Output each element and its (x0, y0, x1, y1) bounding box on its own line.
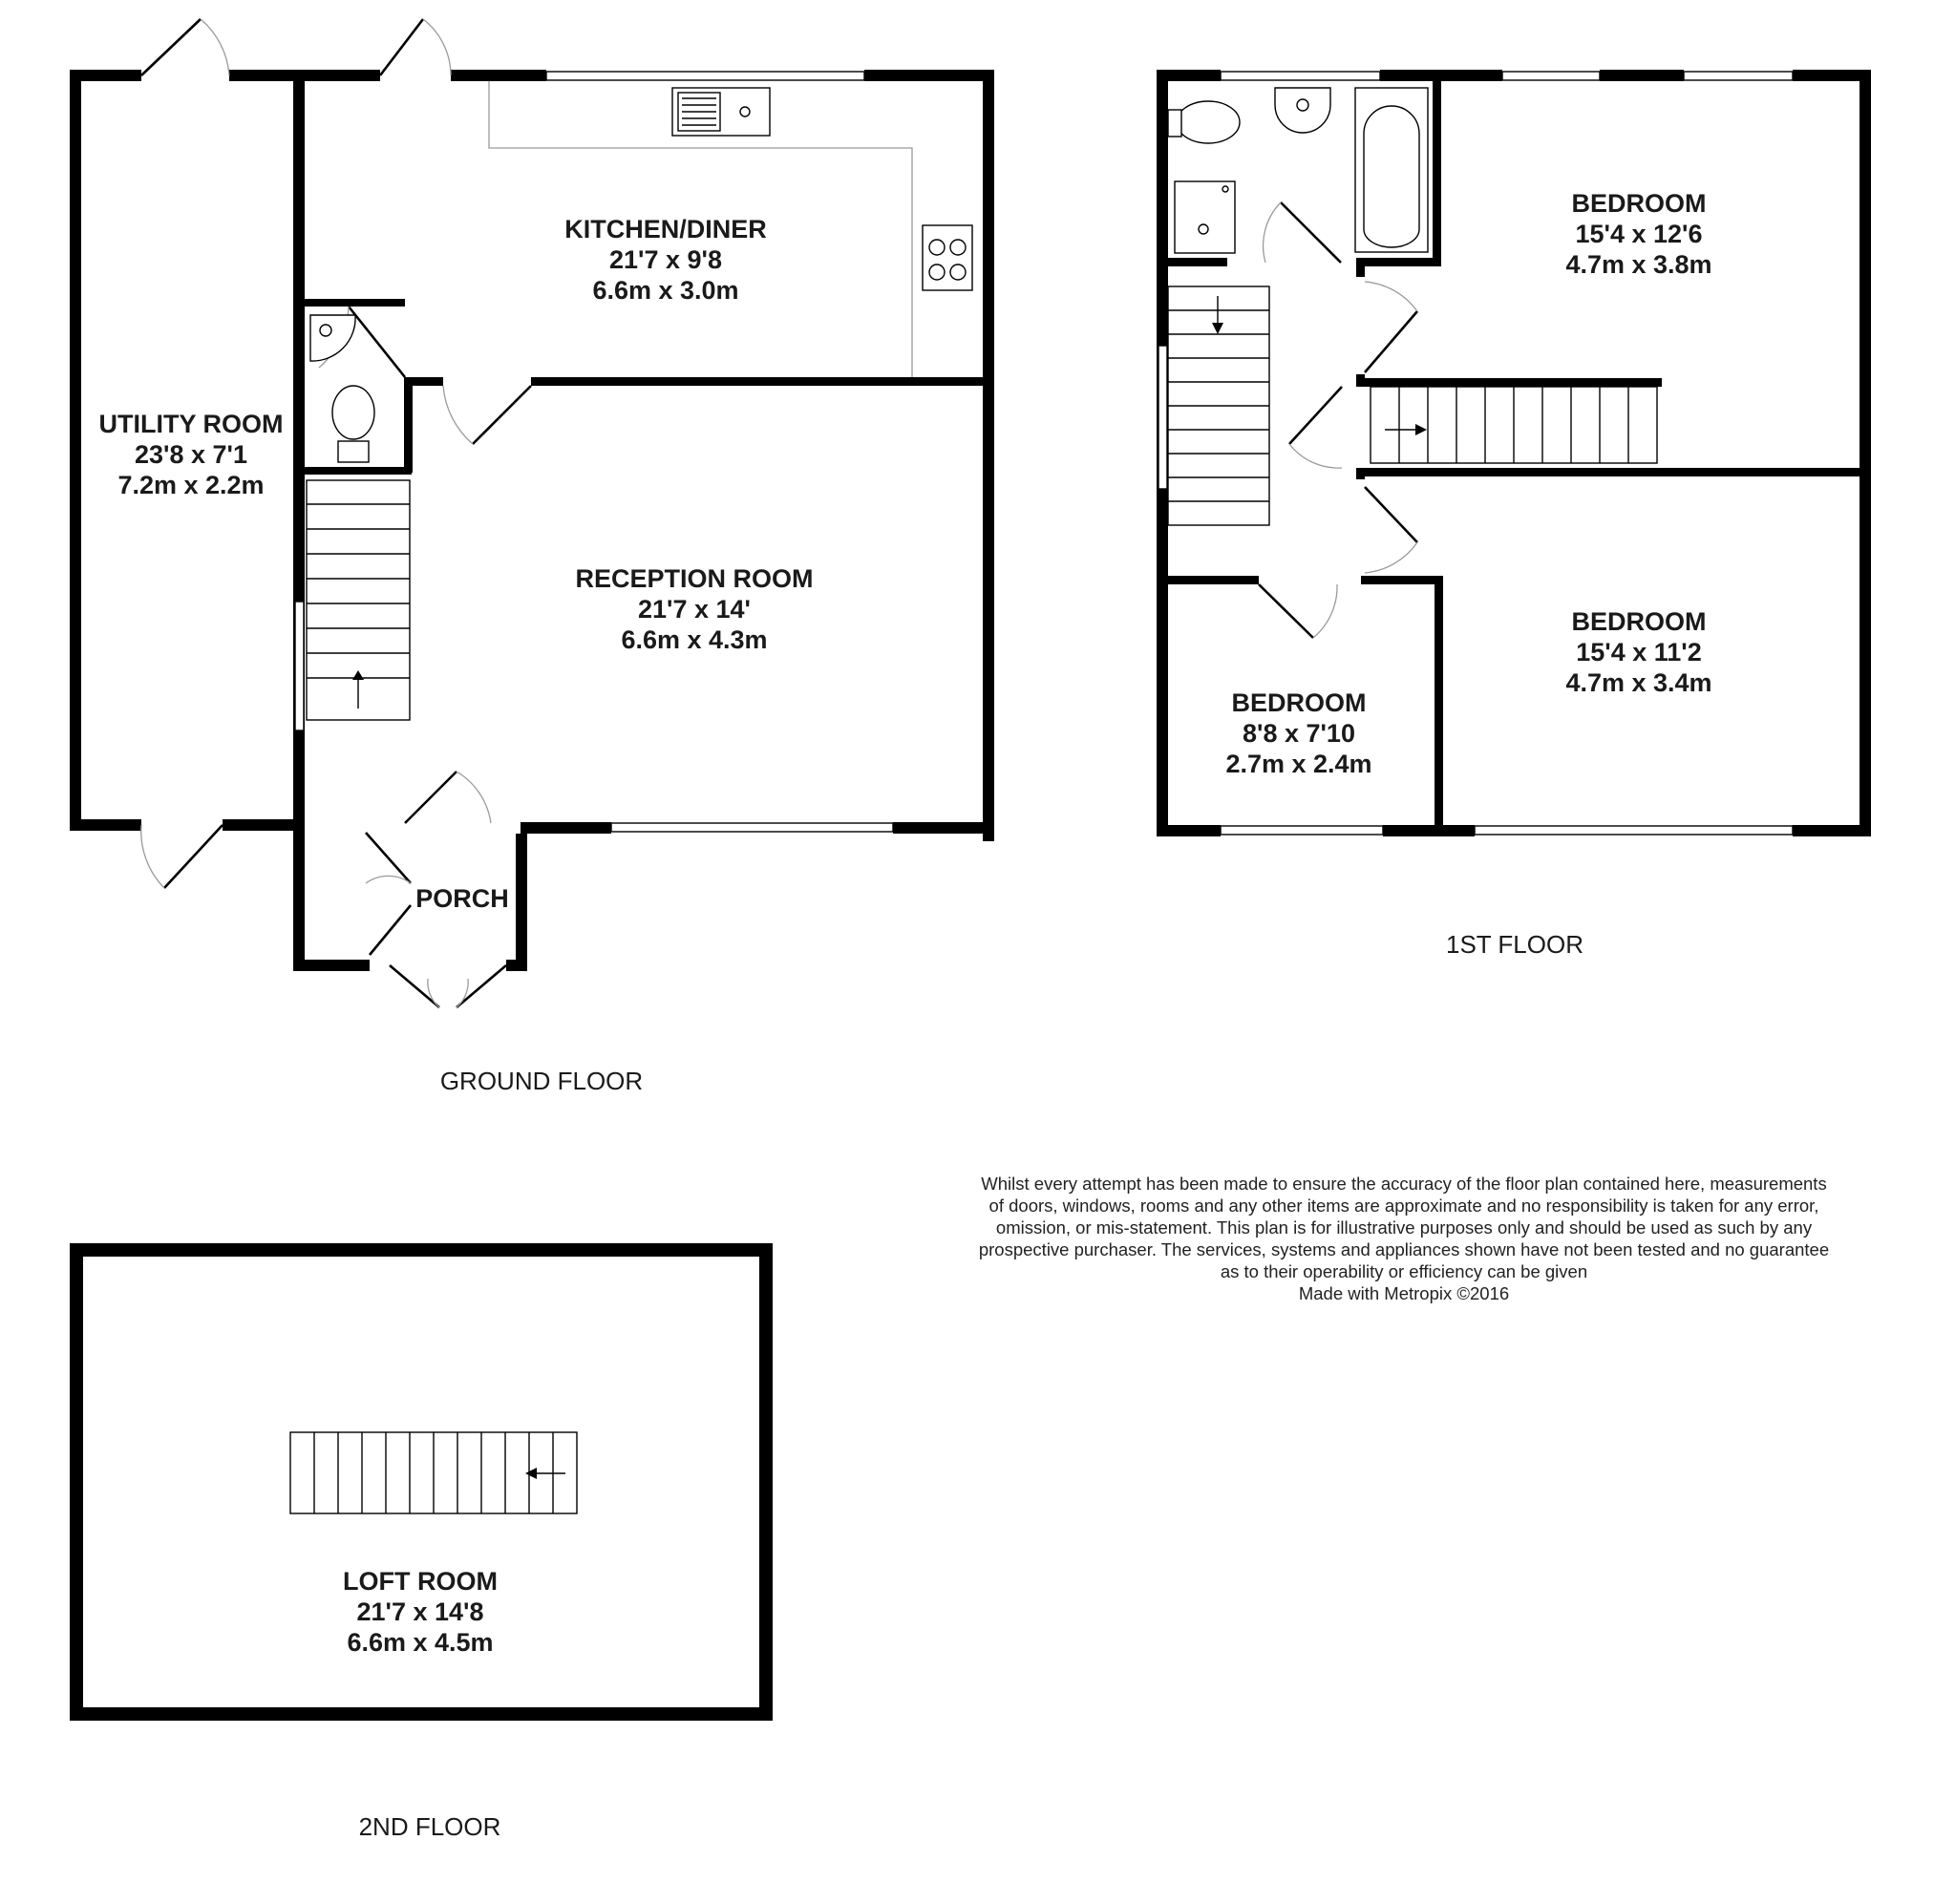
utility-room-name: UTILITY ROOM (98, 410, 284, 438)
disclaimer-line: omission, or mis-statement. This plan is for illustrative purposes only and should be used as such by any (995, 1217, 1813, 1238)
bedroom-1-metric: 4.7m x 3.8m (1565, 250, 1712, 279)
first-floor-label: 1ST FLOOR (1445, 930, 1584, 959)
loft-stairs (290, 1432, 577, 1513)
utility-room-imperial: 23'8 x 7'1 (135, 440, 247, 469)
disclaimer-line: prospective purchaser. The services, systems and appliances shown have not been tested and no guarantee (978, 1239, 1830, 1259)
bedroom-2-label (1565, 607, 1711, 697)
loft-room-name: LOFT ROOM (343, 1567, 498, 1596)
disclaimer (912, 1173, 1896, 1304)
loft-room-metric: 6.6m x 4.5m (347, 1628, 494, 1657)
kitchen-name: KITCHEN/DINER (564, 215, 767, 243)
bedroom-1-name: BEDROOM (1571, 189, 1707, 218)
bedroom-1-imperial: 15'4 x 12'6 (1575, 220, 1703, 248)
loft-room-label (343, 1567, 498, 1657)
bedroom-3-name: BEDROOM (1231, 688, 1367, 717)
utility-room-label (99, 410, 284, 499)
ground-floor-stairs (307, 480, 410, 720)
bedroom-3-imperial: 8'8 x 7'10 (1243, 719, 1355, 748)
disclaimer-credit: Made with Metropix ©2016 (1298, 1283, 1510, 1303)
first-floor-stairs-down (1168, 286, 1269, 525)
ground-floor-plan (70, 19, 994, 1007)
reception-room-imperial: 21'7 x 14' (638, 595, 751, 624)
ground-floor-label: GROUND FLOOR (439, 1067, 644, 1095)
porch-name: PORCH (415, 884, 509, 913)
loft-room-imperial: 21'7 x 14'8 (356, 1597, 484, 1626)
kitchen-label (564, 215, 767, 305)
reception-room-label (575, 564, 813, 654)
kitchen-imperial: 21'7 x 9'8 (609, 245, 722, 274)
disclaimer-line: Whilst every attempt has been made to ensure the accuracy of the floor plan contained here, measurements (981, 1174, 1827, 1194)
first-floor-stairs-up (1371, 387, 1657, 463)
reception-room-name: RECEPTION ROOM (575, 564, 814, 593)
bedroom-3-label (1225, 688, 1371, 778)
bedroom-1-label (1565, 189, 1711, 279)
bedroom-2-imperial: 15'4 x 11'2 (1576, 638, 1702, 666)
bedroom-2-metric: 4.7m x 3.4m (1565, 668, 1712, 697)
reception-room-metric: 6.6m x 4.3m (621, 625, 768, 654)
bedroom-3-metric: 2.7m x 2.4m (1225, 750, 1372, 778)
second-floor-label: 2ND FLOOR (358, 1812, 501, 1841)
disclaimer-line: of doors, windows, rooms and any other items are approximate and no responsibility is taken for any error, (988, 1195, 1819, 1216)
bedroom-2-name: BEDROOM (1571, 607, 1707, 636)
utility-room-metric: 7.2m x 2.2m (117, 471, 265, 499)
kitchen-metric: 6.6m x 3.0m (592, 276, 739, 305)
disclaimer-line: as to their operability or efficiency can be given (1220, 1261, 1588, 1281)
